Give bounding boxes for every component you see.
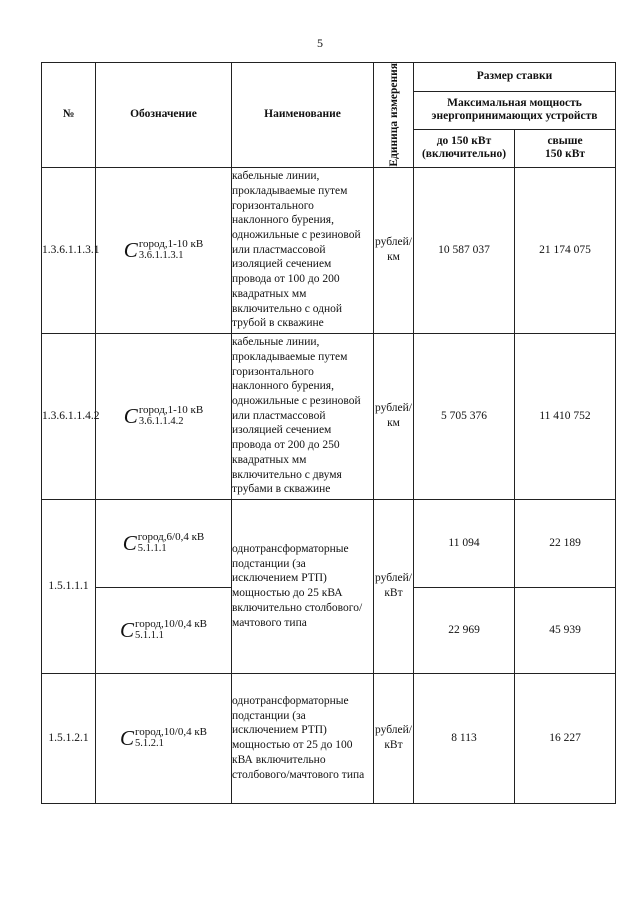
header-unit: Единица измерения	[387, 63, 400, 167]
row-designation	[96, 167, 232, 333]
row-name: кабельные линии, прокладываемые путем горизонтального наклонного бурения, одножильные с резиновой или пластмассовой изоляцией сечением провода от 200 до 250 квадратных мм включительно с двумя трубами в скважине	[232, 333, 374, 499]
row-value-upto-150: 5 705 376	[414, 333, 515, 499]
table-row	[42, 499, 616, 587]
header-col-over-150: свыше 150 кВт	[515, 130, 616, 167]
row-value-over-150: 11 410 752	[515, 333, 616, 499]
tariff-code: C город,10/0,4 кВ 5.1.1.1	[119, 617, 208, 642]
row-value-over-150: 21 174 075	[515, 167, 616, 333]
row-designation	[96, 333, 232, 499]
tariff-code: C город,1-10 кВ 3.6.1.1.3.1	[123, 237, 204, 262]
row-value-upto-150: 11 094	[414, 499, 515, 587]
row-unit: рублей/км	[374, 333, 414, 499]
tariff-code: C город,1-10 кВ 3.6.1.1.4.2	[123, 403, 204, 428]
header-rate-size: Размер ставки	[414, 63, 616, 92]
row-number: 1.5.1.1.1	[42, 499, 96, 673]
row-unit: рублей/кВт	[374, 673, 414, 803]
header-name: Наименование	[232, 63, 374, 168]
row-value-upto-150: 8 113	[414, 673, 515, 803]
row-value-over-150: 16 227	[515, 673, 616, 803]
header-col-upto-150: до 150 кВт (включительно)	[414, 130, 515, 167]
row-designation	[96, 673, 232, 803]
tariff-code: C город,10/0,4 кВ 5.1.2.1	[119, 725, 208, 750]
row-name: кабельные линии, прокладываемые путем горизонтального наклонного бурения, одножильные с резиновой или пластмассовой изоляцией сечением провода от 100 до 200 квадратных мм включительно с одной трубой в скважине	[232, 167, 374, 333]
row-number: 1.5.1.2.1	[42, 673, 96, 803]
row-unit: рублей/кВт	[374, 499, 414, 673]
row-value-over-150: 22 189	[515, 499, 616, 587]
row-designation	[96, 587, 232, 673]
row-value-over-150: 45 939	[515, 587, 616, 673]
row-number: 1.3.6.1.1.4.2	[42, 333, 96, 499]
row-name: однотрансформаторные подстанции (за исключением РТП) мощностью до 25 кВА включительно столбового/мачтового типа	[232, 499, 374, 673]
page-number: 5	[317, 36, 323, 50]
row-unit: рублей/км	[374, 167, 414, 333]
row-value-upto-150: 22 969	[414, 587, 515, 673]
row-name: однотрансформаторные подстанции (за исключением РТП) мощностью от 25 до 100 кВА включительно столбового/мачтового типа	[232, 673, 374, 803]
header-unit-cell	[374, 63, 414, 168]
row-designation	[96, 499, 232, 587]
header-designation: Обозначение	[96, 63, 232, 168]
tariff-code: C город,6/0,4 кВ 5.1.1.1	[122, 530, 205, 555]
header-num: №	[42, 63, 96, 168]
table-row	[42, 673, 616, 803]
header-max-power: Максимальная мощность энергопринимающих устройств	[414, 91, 616, 130]
table-row	[42, 167, 616, 333]
table-row	[42, 333, 616, 499]
row-number: 1.3.6.1.1.3.1	[42, 167, 96, 333]
row-value-upto-150: 10 587 037	[414, 167, 515, 333]
tariff-table	[41, 62, 616, 804]
